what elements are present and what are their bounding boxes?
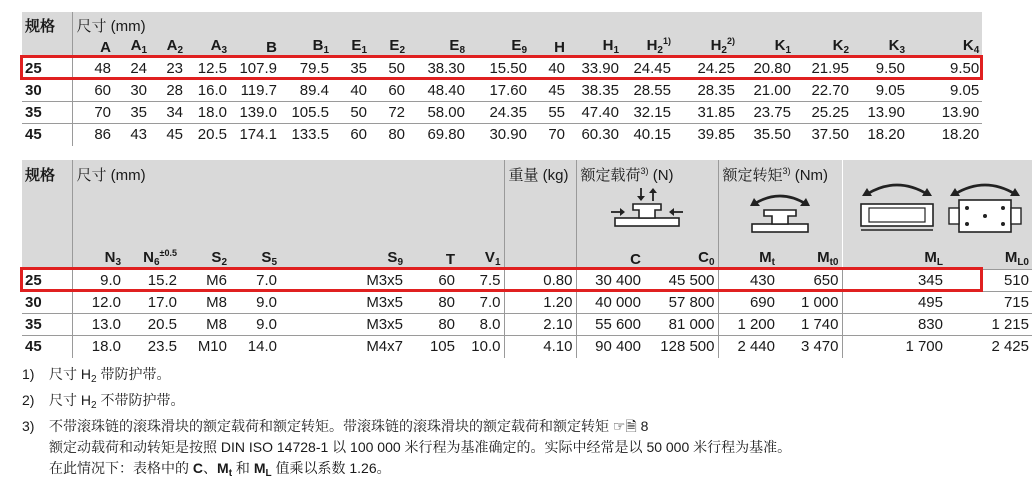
table-cell: 80: [370, 124, 408, 146]
table1-col-label: $B_1$: [280, 36, 332, 58]
table-cell: M6: [180, 270, 230, 292]
table-cell: 32.15: [622, 102, 674, 124]
table-cell: 1.20: [504, 292, 576, 314]
table1-col-label: $K_4$: [908, 36, 982, 58]
table-cell: 17.0: [124, 292, 180, 314]
table1-col-label: $H_2^{2)}$: [674, 36, 738, 58]
footnote-1: [22, 364, 791, 390]
table-cell: 1 215: [946, 314, 1032, 336]
table-cell: 81 000: [644, 314, 718, 336]
table1-col-label: $K_1$: [738, 36, 794, 58]
moment-mt-icon: [742, 186, 818, 240]
table-cell: 35.50: [738, 124, 794, 146]
table-cell: 9.05: [908, 80, 982, 102]
table-row: [22, 292, 1032, 314]
row-size: 45: [22, 124, 72, 146]
table-cell: 7.0: [230, 270, 280, 292]
table-cell: 23.75: [738, 102, 794, 124]
table1-dims-header: 尺寸 (mm): [72, 12, 982, 36]
table-row: [22, 80, 982, 102]
table-cell: 24.25: [674, 58, 738, 80]
specs-table-2: [22, 160, 1032, 358]
table-cell: 2.10: [504, 314, 576, 336]
table2-header-row: [22, 160, 1032, 248]
table-cell: M3x5: [280, 270, 406, 292]
table2-col-label: $V_1$: [458, 248, 504, 270]
table2-col-label: T: [406, 248, 458, 270]
table-cell: 650: [778, 270, 842, 292]
table-cell: 8.0: [458, 314, 504, 336]
table-cell: 3 470: [778, 336, 842, 358]
table-cell: 70: [72, 102, 114, 124]
table-cell: 510: [946, 270, 1032, 292]
table-cell: 18.20: [852, 124, 908, 146]
table-cell: 13.0: [72, 314, 124, 336]
table-cell: 133.5: [280, 124, 332, 146]
table-cell: 30: [114, 80, 150, 102]
table-cell: 40: [530, 58, 568, 80]
table-cell: 48: [72, 58, 114, 80]
table-cell: 18.0: [72, 336, 124, 358]
table-cell: 10.0: [458, 336, 504, 358]
table-cell: 105: [406, 336, 458, 358]
table2-col-label: [504, 248, 576, 270]
table-cell: 9.0: [230, 314, 280, 336]
table-cell: 60.30: [568, 124, 622, 146]
table2-column-labels: [22, 248, 1032, 270]
table-row: [22, 58, 982, 80]
footnote-2-number: 2): [22, 392, 35, 408]
table-cell: 430: [718, 270, 778, 292]
table-cell: 40: [332, 80, 370, 102]
row-size: 45: [22, 336, 72, 358]
dimensions-table-1: [22, 12, 982, 146]
table-cell: 45: [150, 124, 186, 146]
footnote-2-text: 尺寸 $H_2$ 不带防护带。: [49, 392, 185, 411]
table-cell: 40 000: [576, 292, 644, 314]
footnotes: [22, 364, 791, 484]
table2-col-label: $S_2$: [180, 248, 230, 270]
table-cell: 50: [370, 58, 408, 80]
table-cell: 33.90: [568, 58, 622, 80]
table2-col-label: $C_0$: [644, 248, 718, 270]
load-direction-icon: [609, 186, 685, 236]
table-cell: 2 440: [718, 336, 778, 358]
footnote-3-number: 3): [22, 418, 35, 434]
table-cell: 495: [842, 292, 946, 314]
table2-dims-header: 尺寸 (mm): [72, 160, 504, 248]
table-cell: 18.20: [908, 124, 982, 146]
table-cell: 70: [530, 124, 568, 146]
table2-col-label: $S_5$: [230, 248, 280, 270]
table-row: [22, 102, 982, 124]
table2-col-label: $M_{L0}$: [946, 248, 1032, 270]
table-cell: 31.85: [674, 102, 738, 124]
table-cell: 25.25: [794, 102, 852, 124]
table-cell: 30 400: [576, 270, 644, 292]
table1-col-label: $E_1$: [332, 36, 370, 58]
moment-ml-side-icon: [857, 174, 937, 240]
table2-col-label: C: [576, 248, 644, 270]
table1-col-label: $E_9$: [468, 36, 530, 58]
table-cell: 60: [370, 80, 408, 102]
table-cell: 35: [114, 102, 150, 124]
table1-col-label: $E_2$: [370, 36, 408, 58]
table-cell: 55: [530, 102, 568, 124]
row-size: 35: [22, 102, 72, 124]
row-size: 25: [22, 58, 72, 80]
table-cell: 48.40: [408, 80, 468, 102]
table1-header-row: [22, 12, 982, 36]
table2-col-label: $N_6^{\pm 0.5}$: [124, 248, 180, 270]
table2-col-label: $S_9$: [280, 248, 406, 270]
table2-load-header: 额定载荷$^{3)}$ (N): [576, 160, 718, 248]
table-cell: 86: [72, 124, 114, 146]
table-cell: M3x5: [280, 292, 406, 314]
row-size: 35: [22, 314, 72, 336]
table-cell: 20.5: [186, 124, 230, 146]
table1-col-label: $E_8$: [408, 36, 468, 58]
table-cell: 17.60: [468, 80, 530, 102]
table2-moment-header: 额定转矩$^{3)}$ (Nm): [718, 160, 842, 248]
table-cell: 105.5: [280, 102, 332, 124]
table2-col-label: $M_t$: [718, 248, 778, 270]
table-cell: M8: [180, 314, 230, 336]
footnote-1-text: 尺寸 $H_2$ 带防护带。: [49, 366, 171, 385]
row-size: 25: [22, 270, 72, 292]
table-cell: 24: [114, 58, 150, 80]
table-cell: 79.5: [280, 58, 332, 80]
table-cell: 28.35: [674, 80, 738, 102]
table-cell: 0.80: [504, 270, 576, 292]
table-cell: 80: [406, 292, 458, 314]
table2-col-label: $M_{t0}$: [778, 248, 842, 270]
footnote-2: [22, 390, 791, 416]
table1-col-label: $K_2$: [794, 36, 852, 58]
footnote-3-line-3: 在此情况下：表格中的 C、$M_t$ 和 $M_L$ 值乘以系数 1.26。: [49, 460, 391, 479]
table-cell: 16.0: [186, 80, 230, 102]
table-cell: 12.0: [72, 292, 124, 314]
table-cell: 50: [332, 102, 370, 124]
table-cell: 14.0: [230, 336, 280, 358]
table-cell: 45: [530, 80, 568, 102]
table1-col-label: $A_3$: [186, 36, 230, 58]
table-cell: 58.00: [408, 102, 468, 124]
table-cell: 80: [406, 314, 458, 336]
table-cell: 1 000: [778, 292, 842, 314]
footnote-3-line-2: 额定动载荷和动转矩是按照 DIN ISO 14728-1 以 100 000 米行程为基准确定的。实际中经常是以 50 000 米行程为基准。: [49, 439, 792, 455]
table-cell: M8: [180, 292, 230, 314]
table-cell: 38.30: [408, 58, 468, 80]
table2-col-label: $M_L$: [842, 248, 946, 270]
footnote-3: [22, 416, 791, 437]
table-cell: 60: [406, 270, 458, 292]
table-row: [22, 314, 1032, 336]
table-cell: 30.90: [468, 124, 530, 146]
table-cell: 55 600: [576, 314, 644, 336]
table-cell: 2 425: [946, 336, 1032, 358]
table-cell: 89.4: [280, 80, 332, 102]
footnote-3-text: 不带滚珠链的滚珠滑块的额定载荷和额定转矩。带滚珠链的滚珠滑块的额定载荷和额定转矩 ☞🗎 8: [49, 418, 649, 434]
table-cell: 13.90: [852, 102, 908, 124]
table1-col-label: $A_2$: [150, 36, 186, 58]
table-cell: 1 700: [842, 336, 946, 358]
table-cell: 28: [150, 80, 186, 102]
table1-col-label: $H_2^{1)}$: [622, 36, 674, 58]
table-cell: 37.50: [794, 124, 852, 146]
table-cell: 21.95: [794, 58, 852, 80]
table-cell: 345: [842, 270, 946, 292]
table-cell: 24.45: [622, 58, 674, 80]
table-cell: 21.00: [738, 80, 794, 102]
table-cell: 40.15: [622, 124, 674, 146]
table-cell: 20.80: [738, 58, 794, 80]
table-cell: 90 400: [576, 336, 644, 358]
table-cell: 830: [842, 314, 946, 336]
table-cell: 39.85: [674, 124, 738, 146]
table2-weight-header: 重量 (kg): [504, 160, 576, 248]
table-cell: 7.0: [458, 292, 504, 314]
table-cell: 174.1: [230, 124, 280, 146]
table-cell: 60: [332, 124, 370, 146]
table-cell: 72: [370, 102, 408, 124]
table-cell: 9.0: [230, 292, 280, 314]
row-size: 30: [22, 292, 72, 314]
table1-col-label: A: [72, 36, 114, 58]
table-cell: 43: [114, 124, 150, 146]
table-row: [22, 270, 1032, 292]
table1-column-labels: [22, 36, 982, 58]
table-cell: 35: [332, 58, 370, 80]
table-cell: 1 200: [718, 314, 778, 336]
table-cell: 4.10: [504, 336, 576, 358]
table-cell: 7.5: [458, 270, 504, 292]
table1-col-label: B: [230, 36, 280, 58]
table-cell: 13.90: [908, 102, 982, 124]
table-cell: 15.2: [124, 270, 180, 292]
footnote-1-number: 1): [22, 366, 35, 382]
moment-ml-top-icon: [945, 174, 1025, 240]
table-row: [22, 124, 982, 146]
table-cell: 9.50: [908, 58, 982, 80]
table-cell: 38.35: [568, 80, 622, 102]
table-cell: 24.35: [468, 102, 530, 124]
table-cell: 45 500: [644, 270, 718, 292]
table-cell: 139.0: [230, 102, 280, 124]
table-cell: 69.80: [408, 124, 468, 146]
table-cell: 119.7: [230, 80, 280, 102]
table-cell: 23: [150, 58, 186, 80]
table-cell: 47.40: [568, 102, 622, 124]
table-cell: 28.55: [622, 80, 674, 102]
table-cell: M3x5: [280, 314, 406, 336]
table-cell: 690: [718, 292, 778, 314]
table2-ml-icons-header: [842, 160, 1032, 248]
table1-col-label: $A_1$: [114, 36, 150, 58]
row-size: 30: [22, 80, 72, 102]
table-cell: 9.0: [72, 270, 124, 292]
table-cell: 107.9: [230, 58, 280, 80]
table2-size-header: 规格: [22, 160, 72, 270]
table-cell: 15.50: [468, 58, 530, 80]
table1-col-label: $K_3$: [852, 36, 908, 58]
table-cell: 60: [72, 80, 114, 102]
table-cell: 18.0: [186, 102, 230, 124]
table-cell: 22.70: [794, 80, 852, 102]
table-cell: 1 740: [778, 314, 842, 336]
table2-col-label: $N_3$: [72, 248, 124, 270]
table-cell: 9.05: [852, 80, 908, 102]
table-cell: M10: [180, 336, 230, 358]
table-cell: 20.5: [124, 314, 180, 336]
table-cell: M4x7: [280, 336, 406, 358]
table-cell: 9.50: [852, 58, 908, 80]
table-cell: 57 800: [644, 292, 718, 314]
table1-col-label: $H_1$: [568, 36, 622, 58]
table-cell: 128 500: [644, 336, 718, 358]
table-row: [22, 336, 1032, 358]
table-cell: 34: [150, 102, 186, 124]
table-cell: 715: [946, 292, 1032, 314]
table1-col-label: H: [530, 36, 568, 58]
table-cell: 23.5: [124, 336, 180, 358]
table-cell: 12.5: [186, 58, 230, 80]
table1-size-header: 规格: [22, 12, 72, 58]
